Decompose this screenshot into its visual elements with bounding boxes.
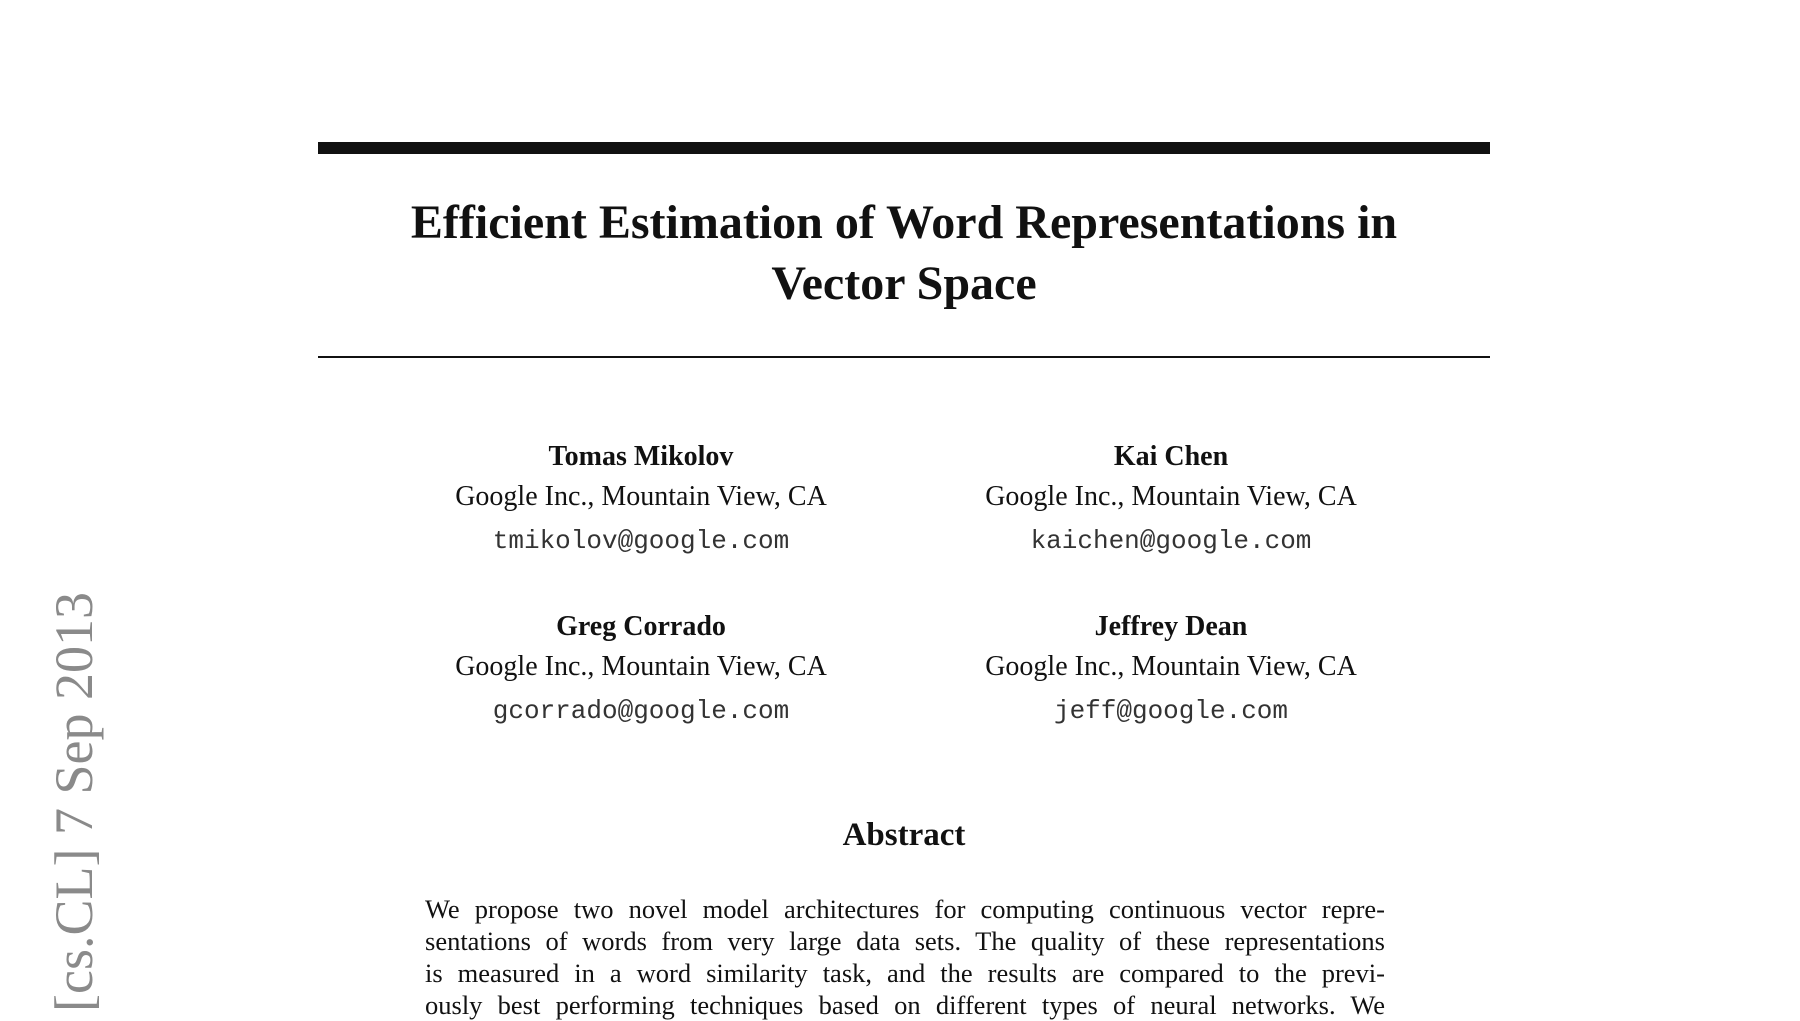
author-block-chen xyxy=(941,440,1401,558)
author-email: gcorrado@google.com xyxy=(492,696,790,726)
abstract-line: is measured in a word similarity task, and the results are compared to the previ- xyxy=(425,958,1385,988)
abstract-line: We propose two novel model architectures for computing continuous vector repre- xyxy=(425,894,1385,924)
author-affiliation: Google Inc., Mountain View, CA xyxy=(985,481,1357,512)
author-email: jeff@google.com xyxy=(1053,696,1289,726)
title-bottom-rule xyxy=(318,356,1490,358)
author-name: Jeffrey Dean xyxy=(1094,611,1248,642)
author-email: tmikolov@google.com xyxy=(492,526,790,556)
paper-title xyxy=(318,192,1490,314)
author-affiliation: Google Inc., Mountain View, CA xyxy=(455,481,827,512)
abstract-line: sentations of words from very large data sets. The quality of these representations xyxy=(425,926,1385,956)
author-name: Greg Corrado xyxy=(556,611,726,642)
author-affiliation: Google Inc., Mountain View, CA xyxy=(985,651,1357,682)
author-email: kaichen@google.com xyxy=(1030,526,1312,556)
author-affiliation: Google Inc., Mountain View, CA xyxy=(455,651,827,682)
author-block-mikolov xyxy=(411,440,871,558)
abstract-body xyxy=(425,893,1385,1021)
arxiv-side-stamp: [cs.CL] 7 Sep 2013 xyxy=(44,592,104,1012)
title-line-1: Efficient Estimation of Word Representations in xyxy=(410,196,1398,249)
author-name: Kai Chen xyxy=(1113,441,1229,472)
author-block-dean xyxy=(941,610,1401,728)
abstract-line: ously best performing techniques based on different types of neural networks. We xyxy=(425,990,1385,1020)
author-name: Tomas Mikolov xyxy=(548,441,734,472)
title-line-2: Vector Space xyxy=(771,257,1037,310)
title-top-rule xyxy=(318,142,1490,154)
author-block-corrado xyxy=(411,610,871,728)
abstract-heading: Abstract xyxy=(842,817,966,853)
